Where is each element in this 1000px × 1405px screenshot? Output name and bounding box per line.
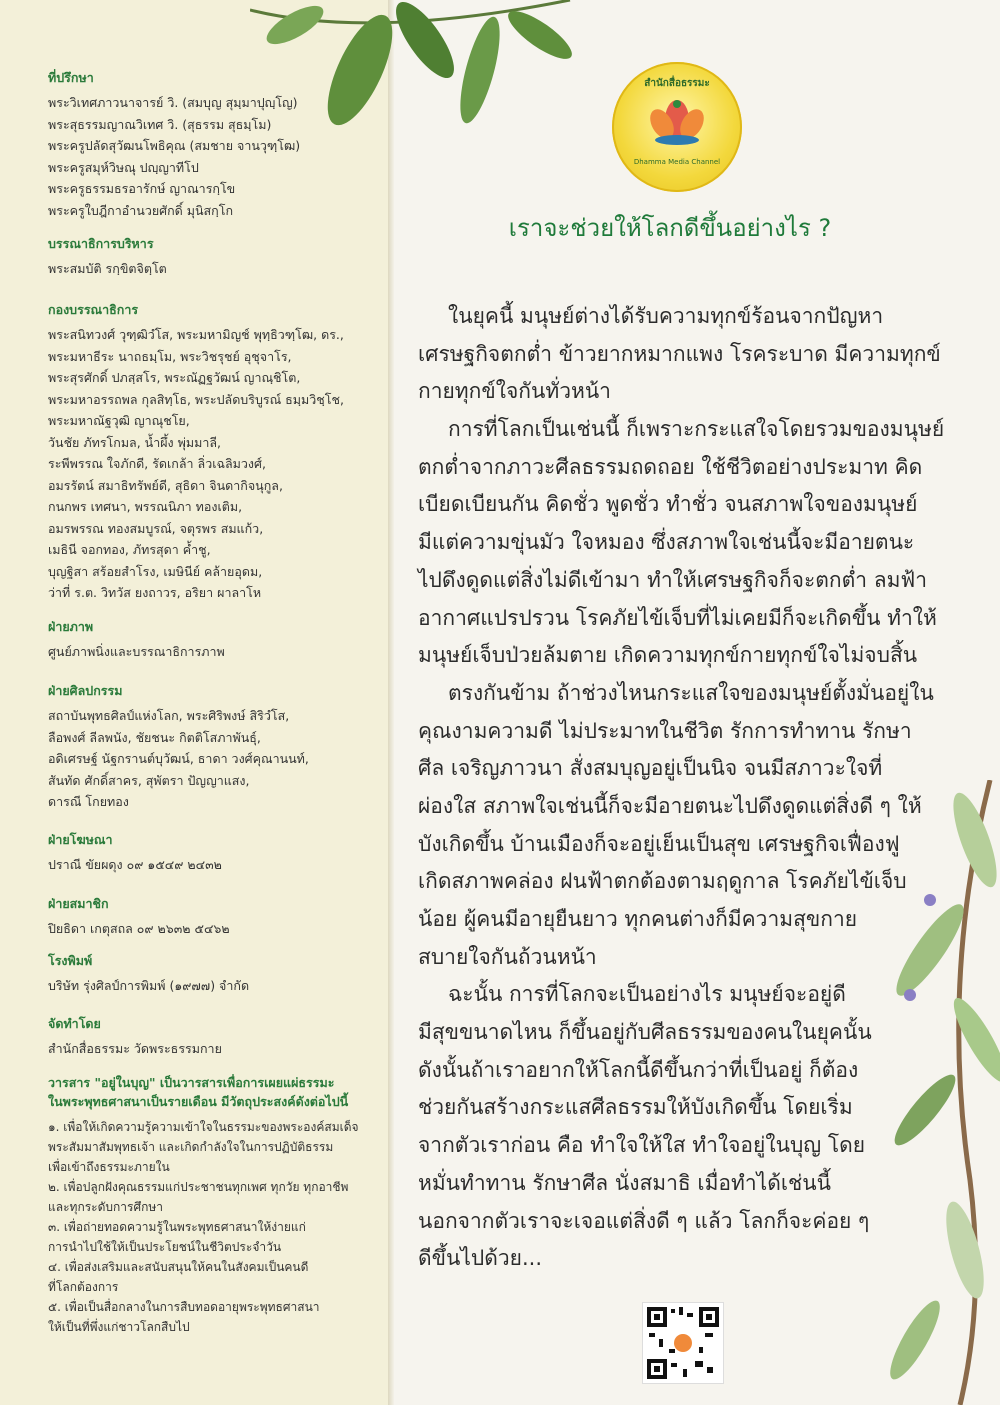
credits-heading: กองบรรณาธิการ [48, 302, 139, 317]
purpose-line: ให้เป็นที่พึ่งแก่ชาวโลกสืบไป [48, 1320, 190, 1334]
credits-line: เมธินี จอกทอง, ภัทรสุดา ค้ำชู, [48, 542, 211, 557]
article-line: ตรงกันข้าม ถ้าช่วงไหนกระแสใจของมนุษย์ตั้งมั่นอยู่ใน [448, 680, 934, 705]
credits-line: อมรรัตน์ สมาธิทรัพย์ดี, สุธิดา จินดากิจนุกูล, [48, 477, 283, 493]
credits-line: บริษัท รุ่งศิลป์การพิมพ์ (๑๙๗๗) จำกัด [48, 978, 250, 993]
purpose-line: และทุกระดับการศึกษา [48, 1200, 163, 1214]
dhamma-media-logo [612, 62, 742, 192]
purpose-line: พระสัมมาสัมพุทธเจ้า และเกิดกำลังใจในการปฏิบัติธรรม [48, 1140, 334, 1154]
logo-text: สำนักสื่อธรรมะ [644, 78, 710, 89]
purpose-line: ๓. เพื่อถ่ายทอดความรู้ในพระพุทธศาสนาให้ง่ายแก่ [48, 1220, 306, 1234]
credits-line: อมรพรรณ ทองสมบูรณ์, จตุรพร สมแก้ว, [48, 520, 264, 536]
credits-section [48, 830, 378, 876]
credits-line: พระวิเทศภาวนาจารย์ วิ. (สมบุญ สุมฺมาปุญฺโญ) [48, 95, 298, 110]
credits-heading: ที่ปรึกษา [48, 70, 94, 85]
credits-heading: ฝ่ายสมาชิก [48, 896, 109, 911]
credits-line: อดิเศรษฐ์ นัฐกรานต์บุวัฒน์, ธาดา วงศ์คุณานนท์, [48, 751, 309, 766]
purpose-section [48, 1073, 378, 1337]
purpose-line: การนำไปใช้ให้เป็นประโยชน์ในชีวิตประจำวัน [48, 1240, 282, 1254]
leaf-branch-top-icon [250, 0, 580, 140]
article-line: เบียดเบียนกัน คิดชั่ว พูดชั่ว ทำชั่ว จนสภาพใจของมนุษย์ [418, 492, 918, 517]
credits-line: พระมหาอรรถพล กุลสิทฺโธ, พระปลัดบริบูรณ์ ธมฺมวิชฺโช, [48, 391, 344, 407]
credits-line: กนกพร เทศนา, พรรณนิภา ทองเติม, [48, 499, 243, 514]
article-line: ดีขึ้นไปด้วย... [418, 1246, 543, 1271]
article-line: ตกต่ำจากภาวะศีลธรรมถดถอย ใช้ชีวิตอย่างประมาท คิด [418, 454, 923, 479]
article-line: ดังนั้นถ้าเราอยากให้โลกนี้ดีขึ้นกว่าที่เป็นอยู่ ก็ต้อง [418, 1057, 859, 1082]
credits-line: สถาบันพุทธศิลป์แห่งโลก, พระศิริพงษ์ สิริวํโส, [48, 708, 290, 723]
credits-line: วันชัย ภัทรโกมล, น้ำผึ้ง พุ่มมาลี, [48, 434, 222, 450]
purpose-line: เพื่อเข้าถึงธรรมะภายใน [48, 1160, 170, 1174]
credits-heading: ฝ่ายศิลปกรรม [48, 683, 123, 698]
credits-heading: บรรณาธิการบริหาร [48, 236, 154, 251]
credits-line: ปิยธิดา เกตุสถล ๐๙ ๒๖๓๒ ๕๔๖๒ [48, 921, 230, 936]
article-line: ช่วยกันสร้างกระแสศีลธรรมให้บังเกิดขึ้น โดยเริ่ม [418, 1095, 853, 1120]
article-line: ผ่องใส สภาพใจเช่นนี้ก็จะมีอายตนะไปดึงดูดแต่สิ่งดี ๆ ให้ [418, 793, 922, 818]
credits-line: พระสนิทวงศ์ วุฑฺฒิวํโส, พระมหามิญช์ พุทฺธิวฑฺโฒ, ดร., [48, 327, 344, 342]
credits-line: พระครูธรรมธรอารักษ์ ญาณารกฺโข [48, 181, 236, 196]
article-line: ในยุคนี้ มนุษย์ต่างได้รับความทุกข์ร้อนจากปัญหา [448, 304, 884, 328]
article-line: เศรษฐกิจตกต่ำ ข้าวยากหมากแพง โรคระบาด มีความทุกข์ [418, 341, 941, 366]
article-line: ไปดึงดูดแต่สิ่งไม่ดีเข้ามา ทำให้เศรษฐกิจก็จะตกต่ำ ลมฟ้า [418, 567, 928, 592]
credits-heading: โรงพิมพ์ [48, 953, 93, 968]
sidebar-credits [0, 0, 388, 1405]
credits-line: พระมหาณัฐวุฒิ ญาณุชโย, [48, 413, 190, 428]
credits-line: พระสุธรรมญาณวิเทศ วิ. (สุธรรม สุธมฺโม) [48, 116, 272, 132]
purpose-heading: วารสาร "อยู่ในบุญ" เป็นวารสารเพื่อการเผยแผ่ธรรมะ [48, 1075, 335, 1090]
credits-line: ปราณี ขัยผดุง ๐๙ ๑๕๔๙ ๒๔๓๒ [48, 857, 222, 872]
credits-section [48, 234, 378, 280]
logo-subtext: Dhamma Media Channel [633, 158, 721, 166]
credits-line: ระพีพรรณ ใจภักดี, รัดเกล้า ลิ่วเฉลิมวงศ์, [48, 456, 266, 471]
credits-section [48, 894, 378, 940]
credits-line: พระสมบัติ รกฺขิตจิตฺโต [48, 261, 167, 276]
article-line: น้อย ผู้คนมีอายุยืนยาว ทุกคนต่างก็มีความสุขกาย [418, 907, 858, 931]
credits-heading: ฝ่ายภาพ [48, 619, 94, 634]
article-line: คุณงามความดี ไม่ประมาทในชีวิต รักการทำทาน รักษา [418, 718, 912, 743]
credits-line: ลือพงศ์ ลีลพนัง, ชัยชนะ กิตติโสภาพันธุ์, [48, 729, 261, 745]
article-line: ฉะนั้น การที่โลกจะเป็นอย่างไร มนุษย์จะอยู่ดี [448, 982, 846, 1007]
article-line: การที่โลกเป็นเช่นนี้ ก็เพราะกระแสใจโดยรวมของมนุษย์ [448, 417, 945, 442]
credits-line: พระครูสมุห์วิษณุ ปญฺญาทีโป [48, 159, 199, 175]
purpose-line: ๑. เพื่อให้เกิดความรู้ความเข้าใจในธรรมะของพระองค์สมเด็จ [48, 1120, 359, 1134]
purpose-line: ๒. เพื่อปลูกฝังคุณธรรมแก่ประชาชนทุกเพศ ทุกวัย ทุกอาชีพ [48, 1180, 349, 1194]
credits-line: พระสุรศักดิ์ ปภสฺสโร, พระณัฏฐวัฒน์ ญาณฺชิโต, [48, 370, 301, 385]
credits-line: บุญฐิสา สร้อยสำโรง, เมษินีย์ คล้ายอุดม, [48, 563, 263, 579]
purpose-line: ๔. เพื่อส่งเสริมและสนับสนุนให้คนในสังคมเป็นคนดี [48, 1260, 309, 1274]
credits-section [48, 681, 378, 813]
purpose-heading: ในพระพุทธศาสนาเป็นรายเดือน มีวัตถุประสงค์ดังต่อไปนี้ [48, 1094, 349, 1109]
credits-line: พระครูใบฎีกาอำนวยศักดิ์ มุนิสกฺโก [48, 202, 234, 218]
article-body [418, 298, 945, 1278]
article-line: หมั่นทำทาน รักษาศีล นั่งสมาธิ เมื่อทำได้เช่นนี้ [418, 1170, 832, 1195]
credits-line: พระมหาธีระ นาถธมฺโม, พระวิชรุชย์ อุชุจาโร, [48, 348, 292, 364]
credits-section [48, 617, 378, 663]
article-line: กายทุกข์ใจกันทั่วหน้า [418, 379, 611, 404]
credits-line: ศูนย์ภาพนิ่งและบรรณาธิการภาพ [48, 644, 225, 659]
article-line: อากาศแปรปรวน โรคภัยไข้เจ็บที่ไม่เคยมีก็จะเกิดขึ้น ทำให้ [418, 605, 937, 630]
article-line: มนุษย์เจ็บป่วยล้มตาย เกิดความทุกข์กายทุกข์ใจไม่จบสิ้น [418, 643, 918, 668]
article-line: มีแต่ความขุ่นมัว ใจหมอง ซึ่งสภาพใจเช่นนี้จะมีอายตนะ [418, 530, 915, 555]
credits-line: สันทัด ศักดิ์สาคร, สุพัตรา ปัญญาแสง, [48, 772, 250, 788]
credits-line: พระครูปลัดสุวัฒนโพธิคุณ (สมชาย จานวุฑฺโฒ) [48, 138, 301, 153]
credits-line: ดารณี โกยทอง [48, 794, 129, 809]
article-line: นอกจากตัวเราจะเจอแต่สิ่งดี ๆ แล้ว โลกก็จะค่อย ๆ [418, 1208, 870, 1233]
credits-section [48, 951, 378, 997]
article-line: จากตัวเราก่อน คือ ทำใจให้ใส ทำใจอยู่ในบุญ โดย [418, 1133, 866, 1158]
purpose-line: ๕. เพื่อเป็นสื่อกลางในการสืบทอดอายุพระพุทธศาสนา [48, 1300, 320, 1314]
purpose-line: ที่โลกต้องการ [48, 1280, 119, 1294]
article-line: สบายใจกันถ้วนหน้า [418, 944, 597, 969]
credits-section [48, 300, 378, 604]
article-title: เราจะช่วยให้โลกดีขึ้นอย่างไร ? [508, 214, 832, 242]
qr-code-icon[interactable] [642, 1302, 724, 1384]
article-line: บังเกิดขึ้น บ้านเมืองก็จะอยู่เย็นเป็นสุข เศรษฐกิจเฟื่องฟู [418, 831, 900, 856]
article-line: เกิดสภาพคล่อง ฝนฟ้าตกต้องตามฤดูกาล โรคภัยไข้เจ็บ [418, 869, 907, 894]
credits-section [48, 1014, 378, 1060]
article-line: ศีล เจริญภาวนา สั่งสมบุญอยู่เป็นนิจ จนมีสภาวะใจที่ [418, 756, 883, 781]
credits-line: ว่าที่ ร.ต. วิทวัส ยงถาวร, อริยา ผาลาโห [48, 585, 262, 600]
credits-heading: ฝ่ายโฆษณา [48, 832, 113, 847]
credits-line: สำนักสื่อธรรมะ วัดพระธรรมกาย [48, 1041, 222, 1056]
article-line: มีสุขขนาดไหน ก็ขึ้นอยู่กับศีลธรรมของคนในยุคนั้น [418, 1020, 872, 1045]
credits-heading: จัดทำโดย [48, 1016, 101, 1031]
